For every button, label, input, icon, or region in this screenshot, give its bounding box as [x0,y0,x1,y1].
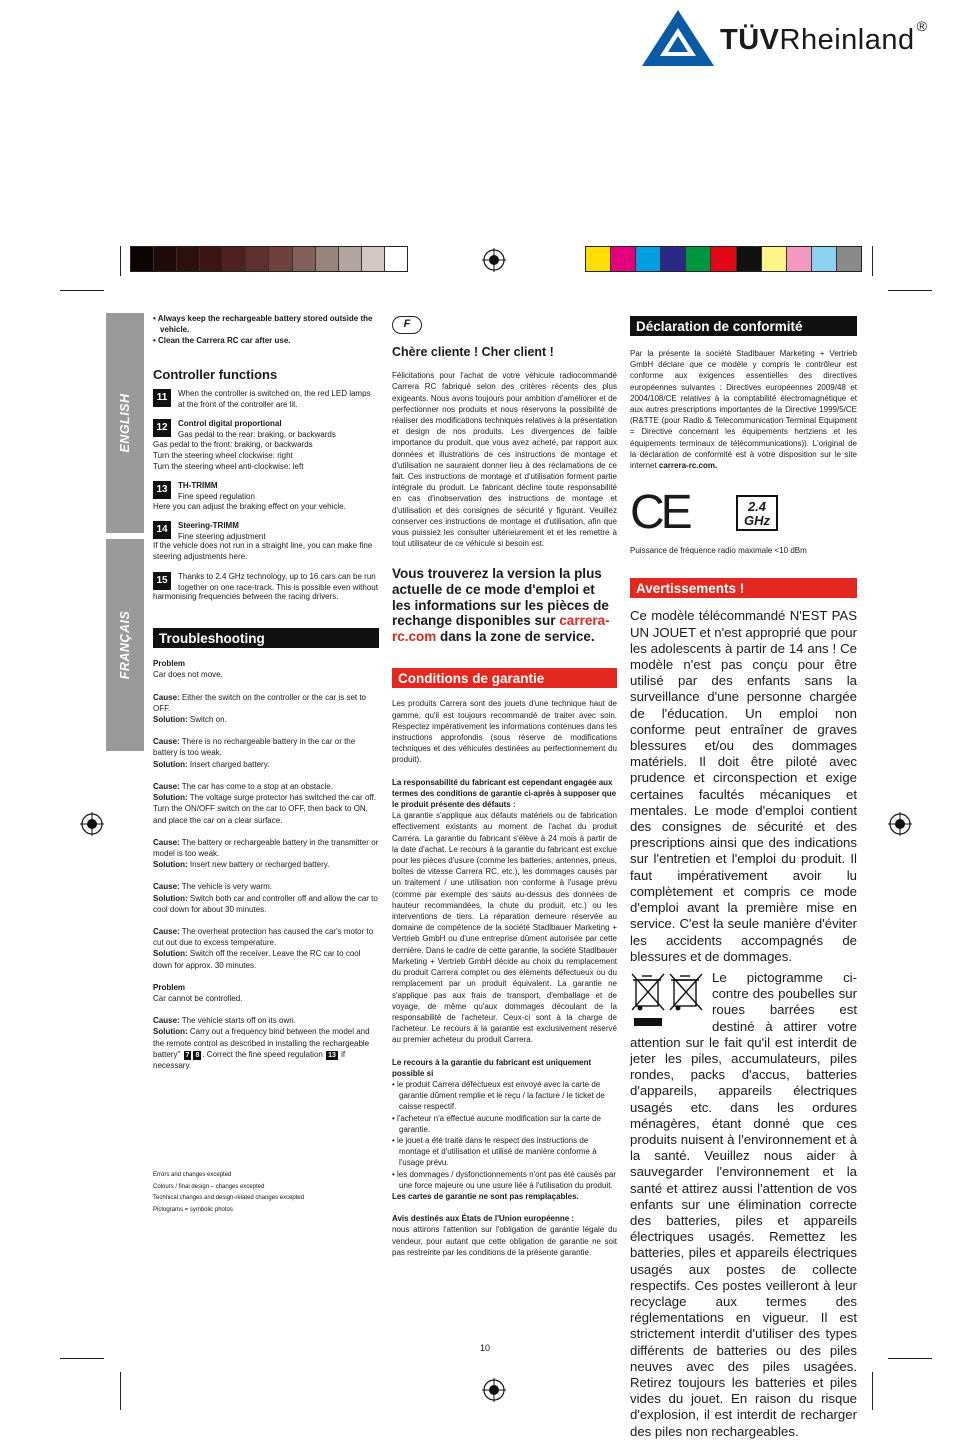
function-title: Control digital proportional [178,419,282,429]
color-swatch [611,247,636,271]
color-swatch [586,247,611,271]
process-color-bar [585,246,862,272]
solution-entry: Solution: Switch both car and controller off and allow the car to cool down for about 30 minutes. [153,893,378,914]
function-text: Fine steering adjustment [178,532,266,542]
solution-entry: Solution: Switch on. [153,715,227,725]
registration-mark-icon [482,248,506,272]
registration-mark-icon [888,812,912,836]
color-swatch [661,247,686,271]
eu-notice-text: nous attirons l'attention sur l'obligation de garantie légale du vendeur, pour autant que cette obligation de garantie ne soit pas restreinte par les conditions de la présente garantie. [392,1225,617,1257]
warnings-heading: Avertissements ! [630,578,857,598]
function-text: Turn the steering wheel anti-clockwise: left [153,462,304,472]
color-swatch [837,247,861,271]
color-swatch [154,247,177,271]
bullet-item: • Clean the Carrera RC car after use. [153,336,291,346]
french-column-1 [392,316,617,1258]
recourse-item: • le jouet a été traité dans le respect des instructions de montage et d'utilisation et utilisé de manière conforme à l'usage prévu. [392,1135,597,1168]
language-badge-f: F [392,316,422,334]
crop-mark [888,1358,932,1359]
troubleshooting-heading: Troubleshooting [153,628,379,648]
disclaimer-line: Technical changes and design-related changes excepted [153,1195,305,1201]
solution-entry: Solution: Switch off the receiver. Leave the RC car to cool down for approx. 30 minutes. [153,949,361,970]
language-tab-francais [106,539,144,751]
color-swatch [293,247,316,271]
color-swatch [762,247,787,271]
recourse-item: • l'acheteur n'a effectué aucune modification sur la carte de garantie. [392,1113,601,1134]
troubleshooting-causes [153,681,379,971]
color-swatch [636,247,661,271]
color-swatch [385,247,407,271]
controller-function-item [153,418,379,472]
function-number-badge: 15 [153,572,171,590]
conformity-text: Par la présente la société Stadlbauer Marketing + Vertrieb GmbH déclare que ce modèle y compris le contrôleur est conforme aux exigences essentielles des directives européennes suivantes : Directives européennes 2009/48 et 2004/108/CE relatives à la comptabilité électromagnétique et aux autres prescriptions importantes de la Directive 1999/5/CE (R&TTE (pour Radio & Telecommunication Terminal Equipment = Directive concernant les équipements hertziens et les équipements terminaux de télécommunications)). L'original de la déclaration de conformité est à votre disposition sur le site internet carrera-rc.com. [630,349,857,471]
page-number: 10 [479,1343,490,1353]
crop-mark [120,246,121,276]
problem-label: Problem [153,659,186,669]
bullet-item: • Always keep the rechargeable battery stored outside the vehicle. [153,314,373,335]
warranty-heading: Conditions de garantie [392,668,617,688]
function-text: Gas pedal to the rear: braking, or backwards [178,430,336,440]
warranty-intro: Les produits Carrera sont des jouets d'une technique haut de gamme, qu'il est toujours recommandé de traiter avec soin. Respectez impérativement les informations contenues dans les instructions approfondis (sous réserve de modifications techniques et des véhicules destinées au perfectionnement du produit). [392,699,617,765]
carrera-website-link[interactable]: carrera-rc.com [392,613,610,644]
solution-entry: Solution: Insert charged battery. [153,759,270,769]
registration-mark-icon [482,1378,506,1402]
crop-mark [888,290,932,291]
cause-entry: Cause: The battery or rechargeable battery in the transmitter or model is too weak. [153,837,379,858]
function-title: TH-TRIMM [178,481,218,491]
ghz-badge-icon: 2.4 GHz [736,495,778,531]
crossed-out-bin-icon [630,972,706,1030]
controller-function-item [153,480,379,512]
controller-functions-heading: Controller functions [153,366,278,382]
color-swatch [177,247,200,271]
solution-entry: Solution: Carry out a frequency bind between the model and the remote control as described in installing the rechargeable battery" 7 8 . Correct the fine speed regulation 13 if necessary. [153,1027,370,1070]
warranty-liability: La responsabilité du fabricant est cependant engagée aux termes des conditions de garantie ci-après à supposer que le produit présente des défauts : [392,777,617,810]
cause-entry: Cause: The vehicle is very warm. [153,882,273,892]
disclaimer-line: Pictograms = symbolic photos [153,1206,233,1213]
english-column [153,313,379,1071]
problem-text: Car cannot be controlled. [153,993,243,1003]
function-number-badge: 11 [153,389,171,407]
function-text: harmonising frequencies between the racing drivers. [153,592,339,602]
color-swatch [339,247,362,271]
recourse-list [392,1079,617,1191]
recourse-item: • les dommages / dysfonctionnements n'ont pas été causés par une force majeure ou une usure liée à l'utilisation du produit. [392,1169,617,1190]
color-swatch [737,247,762,271]
function-title: Steering-TRIMM [178,520,239,530]
color-swatch [131,247,154,271]
cause-entry: Cause: The vehicle starts off on its own. [153,1016,296,1026]
color-swatch [223,247,246,271]
cause-entry: Cause: Either the switch on the controller or the car is set to OFF. [153,692,367,713]
color-swatch [246,247,269,271]
recourse-heading: Le recours à la garantie du fabricant est uniquement possible si [392,1057,592,1078]
function-text: If the vehicle does not run in a straight line, you can make fine steering adjustments here. [153,541,373,562]
french-column-2 [630,316,857,1440]
controller-function-item [153,388,379,410]
color-swatch [269,247,292,271]
color-swatch [812,247,837,271]
crop-mark [60,290,104,291]
problem-text: Car does not move. [153,670,223,680]
latest-version-notice: Vous trouverez la version la plus actuelle de ce mode d'emploi et les informations sur les pièces de rechange disponibles sur carrera-rc.com dans la zone de service. [392,566,610,644]
cause-entry: Cause: The overheat protection has caused the car's motor to cut out due to excess temperature. [153,926,374,948]
ce-mark-icon: CE [630,486,689,540]
disposal-paragraph: Le pictogramme ci-contre des poubelles sur roues barrées est destiné à attirer votre attention sur le fait qu'il est interdit de jeter les piles, accumulateurs, piles rondes, packs d'accus, batteries d'appareils, appareils électriques usagés etc. dans les ordures ménagères, étant donné que ces produits nuisent à l'environnement et à la santé. Veuillez nous aider à sauvegarder l'environnement et la santé et attirez aussi l'attention de vos enfants sur une élimination correcte des batteries, piles et appareils électriques usagés. Remettez les batteries, piles et appareils électriques usagés aux postes de collecte respectifs. Ces postes veilleront à leur recyclage aux termes des réglementations en vigueur. Il est strictement interdit d'utiliser des types différents de batteries ou des piles neuves avec des piles usagées. Retirez toujours les batteries et piles vides du jouet. En raison du risque d'explosion, il est interdit de recharger des piles non rechargeables. [630,969,857,1439]
language-tab-label: ENGLISH [118,393,132,453]
carrera-website-link[interactable]: carrera-rc.com. [658,461,718,471]
greeting-heading: Chère cliente ! Cher client ! [392,345,554,359]
function-text: Gas pedal to the front: braking, or backwards [153,439,313,449]
solution-entry: Solution: The voltage surge protector has switched the car off. Turn the ON/OFF switch on the car to OFF, then back to ON, and place the car on a clear surface. [153,793,376,825]
language-tab-label: FRANÇAIS [118,610,132,680]
controller-function-item [153,571,379,603]
color-swatch [362,247,385,271]
crop-mark [872,246,873,276]
language-tab-english [106,313,144,533]
function-text: Thanks to 2.4 GHz technology, up to 16 cars can be run together on one race-track. This is possible even without [178,571,378,592]
function-number-badge: 13 [153,481,171,499]
registration-mark-icon [80,812,104,836]
function-text: When the controller is switched on, the red LED lamps at the front of the controller are lit. [178,388,371,410]
color-swatch [711,247,736,271]
warranty-body: La garantie s'applique aux défauts matériels ou de fabrication effectivement existants au moment de l'achat du produit Carrera. La garantie du fabricant s'élève à 24 mois à partir de la date d'achat. Le recours à la garantie du fabricant est exclue pour les pièces d'usure (comme les batteries, antennes, pneus, boîtes de vitesse Carrera RC, etc.), les dommages causés par un traitement / une utilisation non conforme à l'usage prévu (comme par exemple des sauts au-dessus des données de hauteur recommandées, la chute du produit, etc.) ou les interventions de tiers. La réparation demeure réservée au domaine de compétence de la société Stadlbauer Marketing + Vertrieb GmbH ou d'une entreprise dûment autorisée par cette dernière. Dans le cadre de cette garantie, la société Stadlbauer Marketing + Vertrieb GmbH décide au choix du remplacement du produit Carrera complet ou des éléments défectueux ou du remplacement par un produit équivalent. La garantie ne s'applique pas aux frais de transport, d'emballage et de voyage, de même qu'aux dommages découlant de la responsabilité de l'acheteur. Ceux-ci sont à la charge de l'acheteur. Le recours à la garantie est exclusivement réservé au premier acheteur du produit Carrera. [392,811,617,1045]
solution-entry: Solution: Insert new battery or recharged battery. [153,860,330,870]
disclaimer-line: Errors and changes excepted [153,1172,232,1178]
figure-ref-badge: 7 [185,1051,190,1059]
crop-mark [60,1358,104,1359]
intro-paragraph: Félicitations pour l'achat de votre véhicule radiocommandé Carrera RC fabriqué selon des critères récents des plus exigeants. Nous avons toujours pour ambition d'améliorer et de perfectionner nos produits et nous réservons la possibilité de réaliser des modifications techniques relatives à la présentation et design de nos produits. Les divergences de faible importance du produit, que vous avez acheté, par rapport aux données et illustrations de ces instructions de montage et d'utilisation ne sauraient donner lieu à des réclamations de ce fait. Ces instructions de montage et d'utilisation forment partie intégrale du produit. Le fabricant décline toute responsabilité en cas d'inobservation des instructions de montage et d'utilisation et des consignes de sécurité y figurant. Veuillez conserver ces instructions de montage et d'utilisation, afin que vous puissiez les consulter ultérieurement et et les remettre à tout utilisateur de ce véhicule si besoin est. [392,371,617,549]
battery-care-bullets [153,313,379,347]
disclaimer-notes [153,1170,373,1216]
warnings-text: Ce modèle télécommandé N'EST PAS UN JOUET et n'est approprié que pour les adolescents à partir de 14 ans ! Ce modèle n'est pas conçu pour être utilisé par des enfants sans la surveillance d'une personne chargée de l'éducation. Un emploi non conforme peut entraîner de graves blessures et/ou des dommages matériels. Il doit être piloté avec prudence et circonspection et exige certaines facultés mécaniques et mentales. Le mode d'emploi contient des consignes de sécurité et des prescriptions ainsi que des indications sur l'entretien et l'emploi du produit. Il faut impérativement avoir lu complètement et compris ce mode d'emploi avant la première mise en service. C'est la seule manière d'éviter les accidents accompagnés de blessures et de dommages. [630,608,857,964]
color-swatch [316,247,339,271]
cards-note: Les cartes de garantie ne sont pas remplaçables. [392,1191,579,1201]
color-swatch [200,247,223,271]
function-text: Here you can adjust the braking effect on your vehicle. [153,501,346,511]
color-swatch [787,247,812,271]
conformity-heading: Déclaration de conformité [630,316,857,336]
eu-notice-heading: Avis destinés aux États de l'Union européenne : [392,1214,575,1224]
certification-marks [630,486,857,540]
function-text: Fine speed regulation [178,492,255,502]
radio-power-note: Puissance de fréquence radio maximale <10 dBm [630,546,807,556]
controller-functions-list [153,388,379,602]
function-number-badge: 14 [153,521,171,539]
cause-entry: Cause: The car has come to a stop at an obstacle. [153,781,333,791]
figure-ref-badge: 13 [328,1051,336,1059]
recourse-item: • le produit Carrera défectueux est envoyé avec la carte de garantie dûment remplie et le reçu / la facture / le ticket de caisse respectif. [392,1079,605,1112]
crop-mark [872,1372,873,1410]
crop-mark [120,1372,121,1410]
function-text: Turn the steering wheel clockwise: right [153,450,293,460]
color-swatch [686,247,711,271]
tuv-wordmark: TÜVRheinland ® [720,18,928,56]
figure-ref-badge: 8 [195,1051,200,1059]
controller-function-item [153,520,379,563]
function-number-badge: 12 [153,419,171,437]
cause-entry: Cause: There is no rechargeable battery in the car or the battery is too weak. [153,737,356,758]
grayscale-color-bar [130,246,408,272]
tuv-triangle-icon [640,8,716,68]
problem-label: Problem [153,982,186,992]
tuv-rheinland-logo [640,6,960,70]
disclaimer-line: Colours / final design – changes excepted [153,1183,265,1190]
